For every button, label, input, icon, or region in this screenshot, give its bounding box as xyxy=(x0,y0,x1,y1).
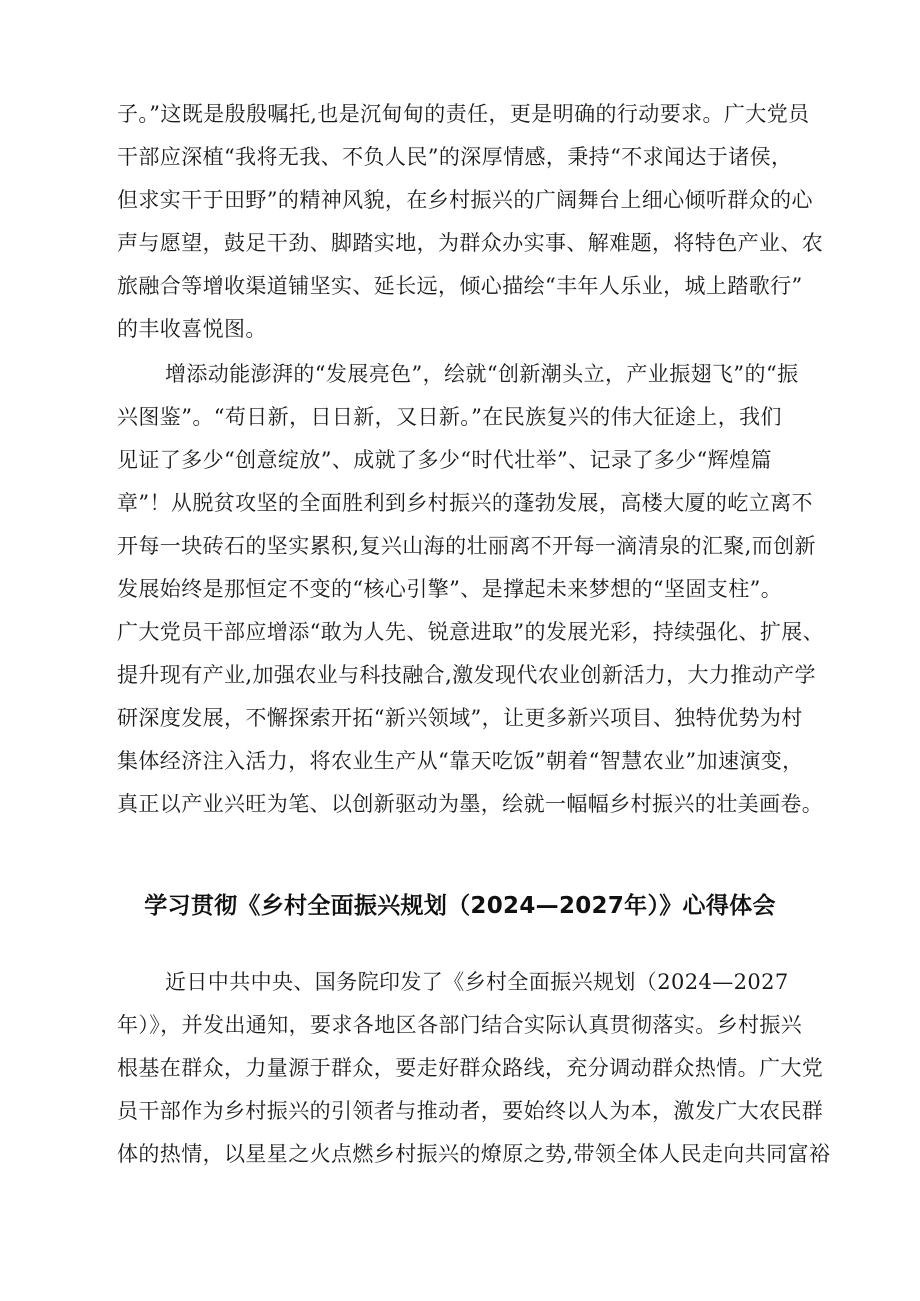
paragraph-1-line: 旅融合等增收渠道铺坚实、延长远，倾心描绘“丰年人乐业，城上踏歌行” xyxy=(117,274,803,298)
paragraph-2-line: 广大党员干部应增添“敢为人先、锐意进取”的发展光彩，持续强化、扩展、 xyxy=(117,620,825,644)
paragraph-2-line: 研深度发展，不懈探索开拓“新兴领域”，让更多新兴项目、独特优势为村 xyxy=(117,706,803,730)
section-heading: 学习贯彻《乡村全面振兴规划（2024—2027年）》心得体会 xyxy=(144,893,776,919)
paragraph-3-line: 近日中共中央、国务院印发了《乡村全面振兴规划（2024—2027 xyxy=(165,970,789,994)
paragraph-2-line: 集体经济注入活力，将农业生产从“靠天吃饭”朝着“智慧农业”加速演变， xyxy=(117,749,804,773)
paragraph-1-line: 声与愿望，鼓足干劲、脚踏实地，为群众办实事、解难题，将特色产业、农 xyxy=(117,231,824,255)
paragraph-1-line: 但求实干于田野”的精神风貌，在乡村振兴的广阔舞台上细心倾听群众的心 xyxy=(117,188,813,212)
paragraph-2-line: 章”！从脱贫攻坚的全面胜利到乡村振兴的蓬勃发展，高楼大厦的屹立离不 xyxy=(117,491,813,515)
paragraph-2-line: 发展始终是那恒定不变的“核心引擎”、是撑起未来梦想的“坚固支柱”。 xyxy=(117,577,783,601)
paragraph-3-line: 根基在群众，力量源于群众，要走好群众路线，充分调动群众热情。广大党 xyxy=(117,1056,824,1080)
paragraph-1-line: 干部应深植“我将无我、不负人民”的深厚情感，秉持“不求闻达于诸侯， xyxy=(117,145,793,169)
paragraph-3-line: 体的热情，以星星之火点燃乡村振兴的燎原之势,带领全体人民走向共同富裕 xyxy=(117,1142,831,1166)
paragraph-3-line: 年）》，并发出通知，要求各地区各部门结合实际认真贯彻落实。乡村振兴 xyxy=(117,1013,803,1037)
paragraph-2-line: 真正以产业兴旺为笔、以创新驱动为墨，绘就一幅幅乡村振兴的壮美画卷。 xyxy=(117,792,824,816)
paragraph-2-line: 提升现有产业,加强农业与科技融合,激发现代农业创新活力，大力推动产学 xyxy=(117,663,816,687)
paragraph-2-line: 见证了多少“创意绽放”、成就了多少“时代壮举”、记录了多少“辉煌篇 xyxy=(117,448,772,472)
paragraph-1-line: 的丰收喜悦图。 xyxy=(117,317,267,341)
paragraph-2-line: 开每一块砖石的坚实累积,复兴山海的壮丽离不开每一滴清泉的汇聚,而创新 xyxy=(117,534,816,558)
paragraph-2-line: 增添动能澎湃的“发展亮色”，绘就“创新潮头立，产业振翅飞”的“振 xyxy=(165,362,799,386)
paragraph-1-line: 子。”这既是殷殷嘱托,也是沉甸甸的责任，更是明确的行动要求。广大党员 xyxy=(117,102,810,126)
paragraph-3-line: 员干部作为乡村振兴的引领者与推动者，要始终以人为本，激发广大农民群 xyxy=(117,1099,824,1123)
paragraph-2-line: 兴图鉴”。“苟日新，日日新，又日新。”在民族复兴的伟大征途上，我们 xyxy=(117,405,782,429)
